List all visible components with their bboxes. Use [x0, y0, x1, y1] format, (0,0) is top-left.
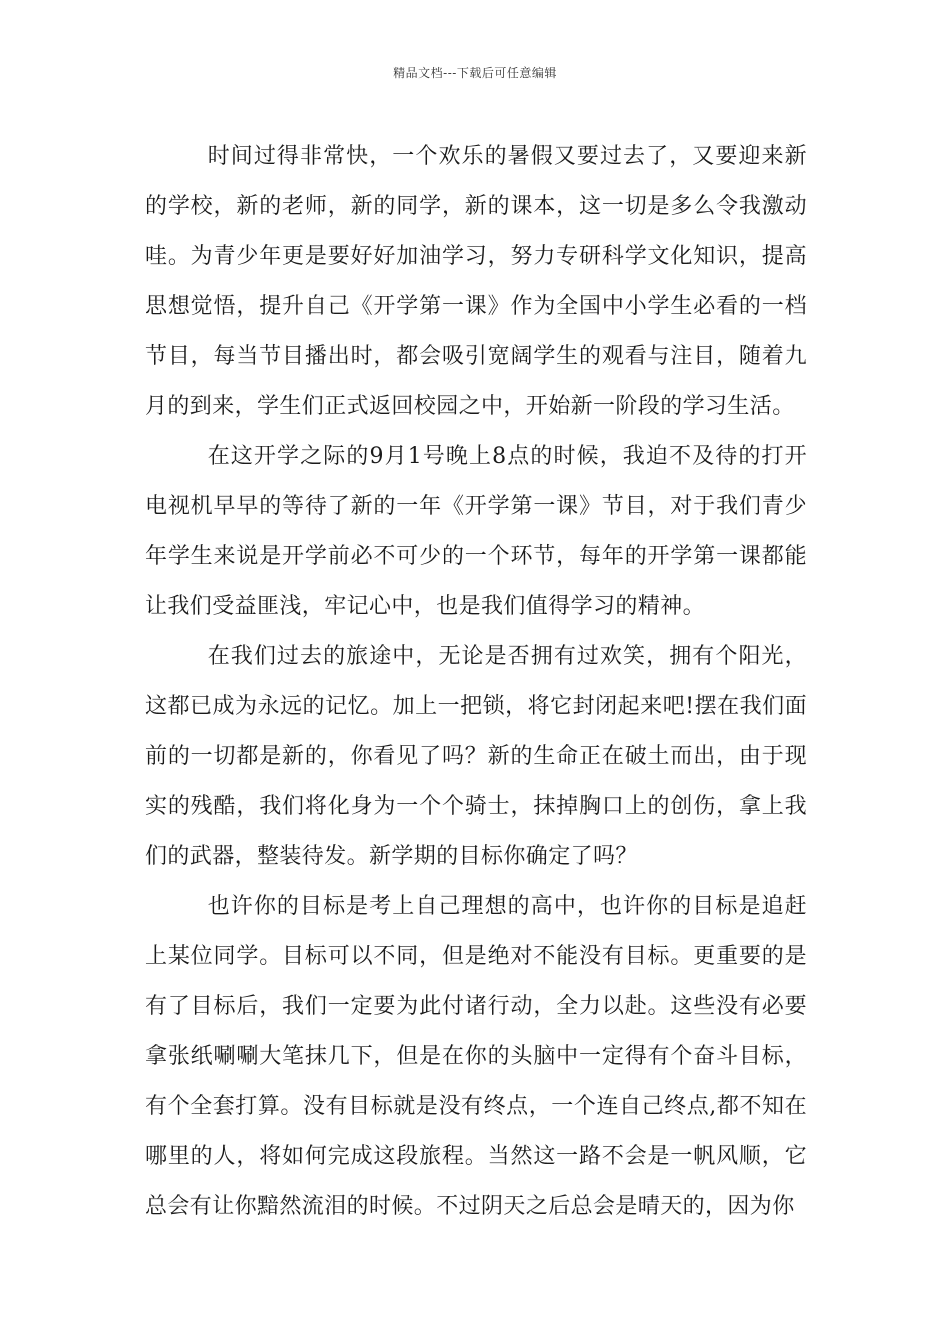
paragraph-1: 时间过得非常快，一个欢乐的暑假又要过去了，又要迎来新的学校，新的老师，新的同学，新的课本，这一切是多么令我激动哇。为青少年更是要好好加油学习，努力专研科学文化知识，提高思想觉悟，提升自己《开学第一课》作为全国中小学生必看的一档节目，每当节目播出时，都会吸引宽阔学生的观看与注目，随着九月的到来，学生们正式返回校园之中，开始新一阶段的学习生活。: [145, 144, 807, 419]
paragraph-3: 在我们过去的旅途中，无论是否拥有过欢笑，拥有个阳光，这都已成为永远的记忆。加上一把锁，将它封闭起来吧!摆在我们面前的一切都是新的，你看见了吗？新的生命正在破土而出，由于现实的残酷，我们将化身为一个个骑士，抹掉胸口上的创伤，拿上我们的武器，整装待发。新学期的目标你确定了吗？: [145, 644, 807, 869]
paragraph-4: 也许你的目标是考上自己理想的高中，也许你的目标是追赶上某位同学。目标可以不同，但是绝对不能没有目标。更重要的是有了目标后，我们一定要为此付诸行动，全力以赴。这些没有必要拿张纸唰唰大笔抹几下，但是在你的头脑中一定得有个奋斗目标，有个全套打算。没有目标就是没有终点，一个连自己终点,都不知在哪里的人，将如何完成这段旅程。当然这一路不会是一帆风顺，它总会有让你黯然流泪的时候。不过阴天之后总会是晴天的，因为你: [145, 894, 807, 1219]
paragraph-2: 在这开学之际的9月1号晚上8点的时候，我迫不及待的打开电视机早早的等待了新的一年《开学第一课》节目，对于我们青少年学生来说是开学前必不可少的一个环节，每年的开学第一课都能让我们受益匪浅，牢记心中，也是我们值得学习的精神。: [145, 444, 807, 619]
page-header: 精品文档---下载后可任意编辑: [393, 66, 557, 80]
document-body: [145, 132, 807, 1232]
